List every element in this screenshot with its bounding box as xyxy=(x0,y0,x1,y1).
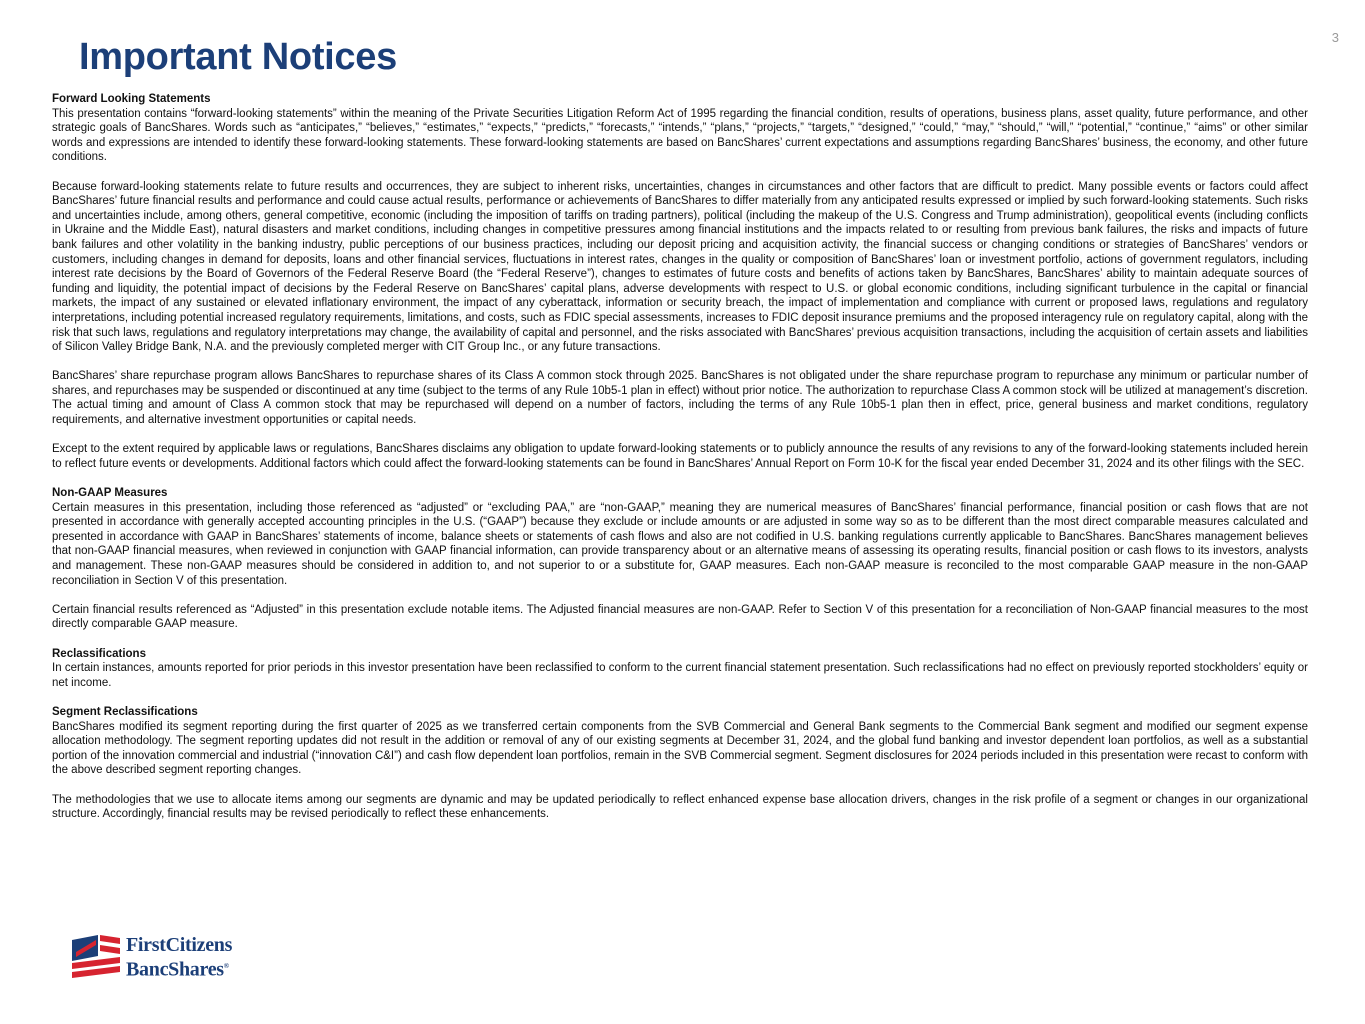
paragraph: In certain instances, amounts reported for prior periods in this investor presentation have been reclassified to conform to the current financial statement presentation. Such reclassifications had no effect on previously reported stockholders’ equity or net income. xyxy=(52,662,1308,689)
paragraph: This presentation contains “forward-looking statements” within the meaning of the Private Securities Litigation Reform Act of 1995 regarding the financial condition, results of operations, business plans, asset quality, future performance, and other strategic goals of BancShares. Words such as “anticipates,” “believes,” “estimates,” “expects,” “predicts,” “forecasts,” “intends,” “plans,” “projects,” “targets,” “designed,” “could,” “may,” “should,” “will,” “potential,” “continue,” “aims” or other similar words and expressions are intended to identify these forward-looking statements. These forward-looking statements are based on BancShares’ current expectations and assumptions regarding BancShares’ business, the economy, and other future conditions. xyxy=(52,107,1308,164)
paragraph: Certain measures in this presentation, including those referenced as “adjusted” or “excluding PAA,” are “non-GAAP,” meaning they are numerical measures of BancShares’ financial performance, financial position or cash flows that are not presented in accordance with generally accepted accounting principles in the U.S. (“GAAP”) because they exclude or include amounts or are adjusted in some way so as to be different than the most direct comparable measures calculated and presented in accordance with GAAP in BancShares’ statements of income, balance sheets or statements of cash flows and also are not codified in U.S. banking regulations currently applicable to BancShares. BancShares management believes that non-GAAP financial measures, when reviewed in conjunction with GAAP financial information, can provide transparency about or an alternative means of assessing its operating results, financial position or cash flows to its investors, analysts and management. These non-GAAP measures should be considered in addition to, and not superior to or a substitute for, GAAP measures. Each non-GAAP measure is reconciled to the most comparable GAAP measure in the non-GAAP reconciliation in Section V of this presentation. xyxy=(52,501,1308,587)
section-segment-reclassifications xyxy=(52,705,1308,822)
section-forward-looking xyxy=(52,92,1308,471)
page-number: 3 xyxy=(1331,30,1339,45)
section-heading: Non-GAAP Measures xyxy=(52,487,168,500)
section-non-gaap xyxy=(52,486,1308,632)
section-heading: Segment Reclassifications xyxy=(52,705,198,718)
notices-content xyxy=(52,92,1308,836)
section-heading: Forward Looking Statements xyxy=(52,93,211,105)
paragraph: BancShares’ share repurchase program allows BancShares to repurchase shares of its Class A common stock through 2025. BancShares is not obligated under the share repurchase program to repurchase any minimum or particular number of shares, and repurchases may be suspended or discontinued at any time (subject to the terms of any Rule 10b5-1 plan in effect) without prior notice. The authorization to repurchase Class A common stock will be utilized at management’s discretion. The actual timing and amount of Class A common stock that may be repurchased will depend on a number of factors, including the terms of any Rule 10b5-1 plan then in effect, price, general business and market conditions, regulatory requirements, and alternative investment opportunities or capital needs. xyxy=(52,370,1308,427)
section-heading: Reclassifications xyxy=(52,647,146,660)
company-logo xyxy=(70,932,232,984)
registered-mark: ® xyxy=(223,962,229,971)
paragraph: Certain financial results referenced as “Adjusted” in this presentation exclude notable items. The Adjusted financial measures are non-GAAP. Refer to Section V of this presentation for a reconciliation of Non-GAAP financial measures to the most directly comparable GAAP measure. xyxy=(52,603,1308,631)
logo-wordmark xyxy=(126,935,232,981)
logo-line2-text: BancShares xyxy=(126,958,224,981)
logo-line1: FirstCitizens xyxy=(126,934,233,957)
paragraph: Because forward-looking statements relate to future results and occurrences, they are subject to inherent risks, uncertainties, changes in circumstances and other factors that are difficult to predict. Many possible events or factors could affect BancShares’ future financial results and performance and could cause actual results, performance or achievements of BancShares to differ materially from any anticipated results expressed or implied by such forward-looking statements. Such risks and uncertainties include, among others, general competitive, economic (including the imposition of tariffs on trading partners), political (including the makeup of the U.S. Congress and Trump administration), geopolitical events (including conflicts in Ukraine and the Middle East), natural disasters and market conditions, including changes in competitive pressures among financial institutions and the impacts related to or resulting from previous bank failures, the risks and impacts of future bank failures and other volatility in the banking industry, public perceptions of our business practices, including our deposit pricing and acquisition activity, the financial success or changing conditions or strategies of BancShares’ vendors or customers, including changes in demand for deposits, loans and other financial services, fluctuations in interest rates, changes in the quality or composition of BancShares’ loan or investment portfolio, actions of government regulators, including interest rate decisions by the Board of Governors of the Federal Reserve Board (the “Federal Reserve”), changes to estimates of future costs and benefits of actions taken by BancShares, BancShares’ ability to maintain adequate sources of funding and liquidity, the potential impact of decisions by the Federal Reserve on BancShares’ capital plans, adverse developments with respect to U.S. or global economic conditions, including significant turbulence in the capital or financial markets, the impact of any sustained or elevated inflationary environment, the impact of any cyberattack, information or security breach, the impact of implementation and compliance with current or proposed laws, regulations and regulatory interpretations, including potential increased regulatory requirements, limitations, and costs, such as FDIC special assessments, increases to FDIC deposit insurance premiums and the proposed interagency rule on regulatory capital, along with the risk that such laws, regulations and regulatory interpretations may change, the availability of capital and personnel, and the risks associated with BancShares’ previous acquisition transactions, including the acquisition of certain assets and liabilities of Silicon Valley Bridge Bank, N.A. and the previously completed merger with CIT Group Inc., or any future transactions. xyxy=(52,180,1308,354)
paragraph: The methodologies that we use to allocate items among our segments are dynamic and may be updated periodically to reflect enhanced expense base allocation drivers, changes in the risk profile of a segment or changes in our organizational structure. Accordingly, financial results may be revised periodically to reflect these enhancements. xyxy=(52,793,1308,821)
section-reclassifications xyxy=(52,647,1308,691)
page-title: Important Notices xyxy=(79,36,397,78)
logo-line2 xyxy=(126,956,232,981)
flag-logo-icon xyxy=(70,932,122,984)
paragraph: Except to the extent required by applicable laws or regulations, BancShares disclaims any obligation to update forward-looking statements or to publicly announce the results of any revisions to any of the forward-looking statements included herein to reflect future events or developments. Additional factors which could affect the forward-looking statements can be found in BancShares’ Annual Report on Form 10-K for the fiscal year ended December 31, 2024 and its other filings with the SEC. xyxy=(52,443,1308,470)
paragraph: BancShares modified its segment reporting during the first quarter of 2025 as we transferred certain components from the SVB Commercial and General Bank segments to the Commercial Bank segment and modified our segment expense allocation methodology. The segment reporting updates did not result in the addition or removal of any of our existing segments at December 31, 2024, and the global fund banking and investor dependent loan portfolios, as well as a substantial portion of the innovation commercial and industrial (“innovation C&I”) and cash flow dependent loan portfolios, remain in the SVB Commercial segment. Segment disclosures for 2024 periods included in this presentation were recast to conform with the above described segment reporting changes. xyxy=(52,720,1308,777)
